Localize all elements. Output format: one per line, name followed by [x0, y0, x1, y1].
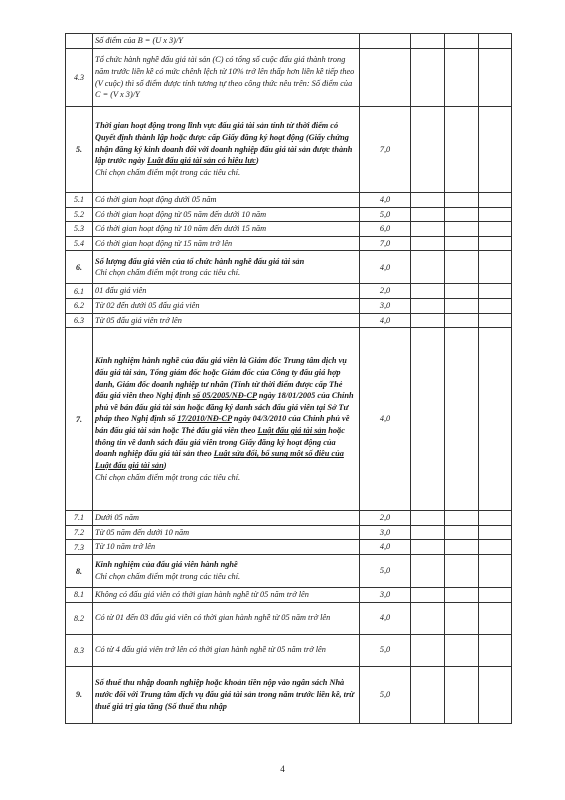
criterion-text-segment: Có thời gian hoạt động dưới 05 năm [95, 195, 217, 204]
criterion-text [93, 313, 360, 328]
score-cell [445, 222, 479, 237]
score-cell [445, 236, 479, 251]
score-cell [445, 328, 479, 511]
table-row [66, 525, 512, 540]
max-score: 2,0 [360, 284, 411, 299]
score-cell [411, 49, 445, 107]
row-number: 9. [66, 666, 93, 723]
criterion-text-segment: Có thời gian hoạt động từ 10 năm đến dưới 15 năm [95, 224, 267, 234]
score-cell [479, 236, 512, 251]
row-number: 7.3 [66, 540, 93, 555]
table-row [66, 602, 512, 634]
criterion-text-segment: Luật sửa đổi, bổ sung một số điều của Luật đấu giá tài sản [95, 449, 344, 470]
score-cell [445, 588, 479, 603]
criterion-text-segment: Số thuế thu nhập doanh nghiệp hoặc khoản tiền nộp vào ngân sách Nhà nước đối với Trung tâm dịch vụ đấu giá tài sản trong năm trước liền kề, trừ thuế giá trị gia tăng (Số thuế thu nhập [95, 678, 355, 711]
criterion-text [93, 236, 360, 251]
criterion-text-segment: Thời gian hoạt động trong lĩnh vực đấu giá tài sản tính từ thời điểm có Quyết định thành lập hoặc được cấp Giấy đăng ký hoạt động (Giấy chứng nhận đăng ký kinh doanh đối với doanh nghiệp đấu giá tài sản được thành lập trước ngày [95, 121, 353, 166]
score-cell [479, 511, 512, 526]
row-number: 7.1 [66, 511, 93, 526]
criteria-table [65, 33, 512, 724]
score-cell [411, 511, 445, 526]
row-number: 8.3 [66, 634, 93, 666]
criterion-text-segment: Số điểm của B = (U x 3)/Y [95, 36, 183, 46]
row-number: 8.2 [66, 602, 93, 634]
table-row [66, 193, 512, 208]
score-cell [411, 634, 445, 666]
score-cell [445, 34, 479, 49]
criterion-text-segment: ngày 18/01/2005 của Chính phủ về bán đấu giá tài sản hoặc đăng ký danh sách đấu giá viên tại Sở Tư pháp theo Nghị định số [95, 391, 354, 424]
criterion-text-segment: Từ 10 năm trở lên [95, 542, 156, 552]
criterion-text-segment: Tổ chức hành nghề đấu giá tài sản (C) có tổng số cuộc đấu giá thành trong năm trước liền kề có mức chênh lệch từ 10% trở lên thấp hơn liền kề tiếp theo (V cuộc) thì số điểm được tính tương tự theo công thức nêu trên: Số điểm của C = (V x 3)/Y [95, 55, 355, 100]
score-cell [445, 49, 479, 107]
criterion-text [93, 634, 360, 666]
score-cell [411, 236, 445, 251]
score-cell [411, 328, 445, 511]
table-row [66, 222, 512, 237]
score-cell [479, 107, 512, 193]
criterion-text-segment: Chỉ chọn chấm điểm một trong các tiêu chí. [95, 572, 241, 582]
score-cell [479, 540, 512, 555]
table-row [66, 299, 512, 314]
criterion-text [93, 107, 360, 193]
criterion-text [93, 540, 360, 555]
score-cell [479, 555, 512, 588]
criterion-text [93, 251, 360, 284]
row-number: 5.1 [66, 193, 93, 208]
criterion-text-segment: ) [163, 460, 167, 470]
criterion-text [93, 222, 360, 237]
score-cell [479, 222, 512, 237]
max-score: 4,0 [360, 193, 411, 208]
row-number: 6.1 [66, 284, 93, 299]
score-cell [445, 555, 479, 588]
score-cell [411, 525, 445, 540]
criterion-text-segment: Có thời gian hoạt động từ 05 năm đến dưới 10 năm [95, 209, 267, 219]
max-score: 3,0 [360, 525, 411, 540]
score-cell [445, 666, 479, 723]
score-cell [445, 634, 479, 666]
table-row [66, 666, 512, 723]
max-score [360, 49, 411, 107]
criterion-text [93, 602, 360, 634]
score-cell [445, 193, 479, 208]
criterion-text-segment: Có từ 01 đến 03 đấu giá viên có thời gian hành nghề từ 05 năm trở lên [95, 613, 331, 623]
criterion-text-segment: Chỉ chọn chấm điểm một trong các tiêu chí. [95, 268, 241, 278]
page-number: 4 [280, 764, 285, 774]
row-number: 5.2 [66, 207, 93, 222]
table-row [66, 328, 512, 511]
criterion-text-segment: 17/2010/NĐ-CP [177, 414, 232, 424]
score-cell [479, 602, 512, 634]
table-row [66, 284, 512, 299]
max-score: 4,0 [360, 251, 411, 284]
criterion-text-segment: Dưới 05 năm [95, 513, 139, 523]
table-row [66, 588, 512, 603]
table-row [66, 540, 512, 555]
table-row [66, 34, 512, 49]
criterion-text [93, 207, 360, 222]
criterion-text-segment: Chỉ chọn chấm điểm một trong các tiêu chí. [95, 472, 241, 482]
criterion-text [93, 525, 360, 540]
row-number: 6.3 [66, 313, 93, 328]
score-cell [411, 207, 445, 222]
criterion-text [93, 284, 360, 299]
row-number: 4.3 [66, 49, 93, 107]
score-cell [411, 666, 445, 723]
row-number: 5.4 [66, 236, 93, 251]
criterion-text-segment: Kinh nghiệm hành nghề của đấu giá viên là Giám đốc Trung tâm dịch vụ đấu giá tài sản, Tổng giám đốc hoặc Giám đốc của Công ty đấu giá hợp danh, Giám đốc doanh nghiệp tư nhân (Tính từ thời điểm được cấp Thẻ đấu giá viên theo Nghị định [95, 356, 347, 401]
score-cell [479, 251, 512, 284]
score-cell [411, 193, 445, 208]
score-cell [411, 107, 445, 193]
score-cell [411, 251, 445, 284]
row-number: 6.2 [66, 299, 93, 314]
criterion-text-segment: ngày 04/3/2010 của Chính phủ về bán đấu giá tài sản hoặc Thẻ đấu giá viên theo [95, 414, 350, 436]
max-score: 4,0 [360, 328, 411, 511]
max-score [360, 34, 411, 49]
criterion-text-segment: số 05/2005/NĐ-CP [192, 391, 257, 401]
criterion-text-segment: Từ 05 năm đến dưới 10 năm [95, 527, 190, 537]
criterion-text [93, 328, 360, 511]
score-cell [445, 107, 479, 193]
score-cell [445, 284, 479, 299]
table-row [66, 207, 512, 222]
score-cell [411, 34, 445, 49]
criterion-text [93, 588, 360, 603]
row-number: 5.3 [66, 222, 93, 237]
score-cell [445, 602, 479, 634]
max-score: 5,0 [360, 666, 411, 723]
score-cell [479, 313, 512, 328]
criterion-text-segment: Từ 02 đến dưới 05 đấu giá viên [95, 301, 200, 311]
score-cell [411, 284, 445, 299]
max-score: 3,0 [360, 299, 411, 314]
criterion-text-segment: Có từ 4 đấu giá viên trở lên có thời gian hành nghề từ 05 năm trở lên [95, 645, 326, 655]
score-cell [479, 284, 512, 299]
criterion-text [93, 34, 360, 49]
criterion-text [93, 666, 360, 723]
score-cell [445, 511, 479, 526]
criterion-text-segment: Luật đấu giá tài sản [257, 426, 327, 436]
criterion-text-segment: hoặc thông tin về danh sách đấu giá viên trong Giấy đăng ký hoạt động của doanh nghiệp đấu giá tài sản theo [95, 426, 345, 459]
score-cell [479, 299, 512, 314]
criterion-text [93, 511, 360, 526]
criterion-text-segment: 01 đấu giá viên [95, 286, 147, 296]
score-cell [445, 207, 479, 222]
table-row [66, 236, 512, 251]
score-cell [445, 299, 479, 314]
max-score: 3,0 [360, 588, 411, 603]
table-row [66, 107, 512, 193]
score-cell [479, 525, 512, 540]
row-number: 7. [66, 328, 93, 511]
score-cell [479, 588, 512, 603]
score-cell [411, 299, 445, 314]
score-cell [411, 602, 445, 634]
max-score: 7,0 [360, 236, 411, 251]
score-cell [411, 588, 445, 603]
max-score: 5,0 [360, 207, 411, 222]
max-score: 5,0 [360, 555, 411, 588]
criterion-text-segment: Chỉ chọn chấm điểm một trong các tiêu chí. [95, 167, 241, 177]
criterion-text [93, 193, 360, 208]
table-row [66, 634, 512, 666]
row-number: 7.2 [66, 525, 93, 540]
score-cell [411, 222, 445, 237]
max-score: 6,0 [360, 222, 411, 237]
max-score: 4,0 [360, 540, 411, 555]
criterion-text-segment: Có thời gian hoạt động từ 15 năm trở lên [95, 238, 233, 248]
criterion-text-segment: ) [256, 156, 259, 166]
row-number: 8.1 [66, 588, 93, 603]
row-number: 5. [66, 107, 93, 193]
score-cell [479, 666, 512, 723]
criterion-text-segment: Không có đấu giá viên có thời gian hành nghề từ 05 năm trở lên [95, 590, 309, 600]
criterion-text-segment: Kinh nghiệm của đấu giá viên hành nghề [95, 560, 238, 570]
score-cell [479, 634, 512, 666]
criterion-text [93, 49, 360, 107]
score-cell [479, 193, 512, 208]
score-cell [479, 49, 512, 107]
score-cell [479, 328, 512, 511]
row-number: 8. [66, 555, 93, 588]
score-cell [445, 313, 479, 328]
criterion-text-segment: Luật đấu giá tài sản có hiệu lực [147, 156, 256, 166]
score-cell [411, 313, 445, 328]
score-cell [445, 251, 479, 284]
score-cell [411, 555, 445, 588]
max-score: 4,0 [360, 313, 411, 328]
table-row [66, 511, 512, 526]
score-cell [411, 540, 445, 555]
table-row [66, 251, 512, 284]
table-row [66, 555, 512, 588]
criterion-text-segment: Số lượng đấu giá viên của tổ chức hành nghề đấu giá tài sản [95, 256, 305, 266]
score-cell [479, 34, 512, 49]
table-row [66, 49, 512, 107]
score-cell [479, 207, 512, 222]
criterion-text [93, 299, 360, 314]
max-score: 2,0 [360, 511, 411, 526]
max-score: 5,0 [360, 634, 411, 666]
table-row [66, 313, 512, 328]
max-score: 7,0 [360, 107, 411, 193]
score-cell [445, 525, 479, 540]
row-number [66, 34, 93, 49]
max-score: 4,0 [360, 602, 411, 634]
score-cell [445, 540, 479, 555]
criterion-text-segment: Từ 05 đấu giá viên trở lên [95, 315, 182, 325]
criterion-text [93, 555, 360, 588]
row-number: 6. [66, 251, 93, 284]
